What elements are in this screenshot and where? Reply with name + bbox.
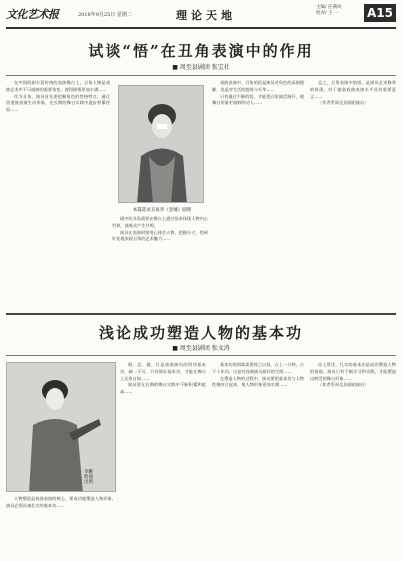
paragraph: 综上所述，扎实的基本功是成功塑造人物的基础，演员只有不断学习和实践，才能塑造出鲜活的舞台形象…… [310,362,396,381]
editor-credits [316,5,341,17]
performer-photo-icon [119,86,204,203]
paragraph: 总之，丑角表演中的悟，是演员艺术修养的体现，对于提高戏曲表演水平具有重要意义…… [310,80,396,99]
masthead [6,4,396,26]
article-divider [6,313,396,315]
issue-date: 2018年9月25日 星期二 [78,12,132,18]
paragraph: 戏曲表演中，丑角的悟是演员对角色的深刻理解，也是对生活的提炼与升华…… [212,80,304,92]
article1-byline: ■ 周至县剧团 张宝社 [172,64,230,71]
editor-line: 主编/ 任满风 [316,5,342,10]
performer-photo-icon [7,363,116,492]
paragraph: 在中国的剧丰富传统的表演舞台上，丑角人物是戏曲艺术中不可或缺的重要角色，使得剧情更加丰满…… [6,80,110,92]
paragraph: （作者系周至县剧团演员） [318,382,369,388]
paragraph: 剧中的丑角需要在舞台上通过悟来体现人物内心世界，使观众产生共鸣。 [112,216,208,228]
article2-column-1 [6,496,116,556]
masthead-rule [6,27,396,29]
page-number: A15 [364,4,396,22]
article2-column-3 [212,362,304,556]
paragraph: 唱、念、做、打是戏曲演员的四项基本功，缺一不可。只有练好基本功，才能在舞台上运用自如…… [120,362,206,381]
paragraph: （作者系周至县剧团演员） [318,100,369,106]
newspaper-logo: 文化艺术报 [6,8,59,21]
proofreader-line: 校对/ 王 一 [316,11,339,16]
paragraph: 演员在表演时要用心体会人物，把握分寸，恰到好处地表现丑角的艺术魅力…… [112,229,208,242]
paragraph: 人物塑造是戏曲表演的核心，要成功地塑造人物形象，演员必须具备扎实的基本功…… [6,496,116,508]
article1-column-2 [112,216,208,308]
paragraph: 基本功的训练需要持之以恒，台上一分钟，台下十年功，这是对戏曲演员最好的写照…… [212,362,304,374]
paragraph: 在塑造人物的过程中，演员要把基本功与人物性格结合起来，使人物形象更加丰满…… [212,375,304,388]
paragraph: 演员要在长期的舞台实践中不断积累和提高…… [120,382,206,395]
article2-column-4 [310,362,396,556]
article1-column-1 [6,80,110,308]
article1-headline: 试谈“悟”在丑角表演中的作用 [88,42,314,60]
article2-byline: ■ 周至县剧团 张文涛 [172,345,230,352]
article1-column-3 [212,80,304,308]
article1-column-4 [310,80,396,308]
article1-photo-caption: 本篇选录丑角李《金锤》剧照 [132,208,192,213]
article2-headline: 浅论成功塑造人物的基本功 [98,324,303,342]
article2-rule [6,355,396,356]
paragraph: 作为丑角，演员首先要把握角色的性格特点，通过悟道使表演生动形象，在长期的舞台实践中逐步积累经验…… [6,93,110,113]
paragraph: 只有通过不断的悟，才能把丑角演活演好，使舞台形象更加鲜明动人…… [212,93,304,106]
article1-rule [6,75,396,76]
article2-column-2 [120,362,206,556]
article1-photo [118,85,204,203]
article2-photo [6,362,116,492]
article2-photo-caption: 李鹏程演出照 [84,470,93,485]
section-title: 理论天地 [176,9,236,22]
